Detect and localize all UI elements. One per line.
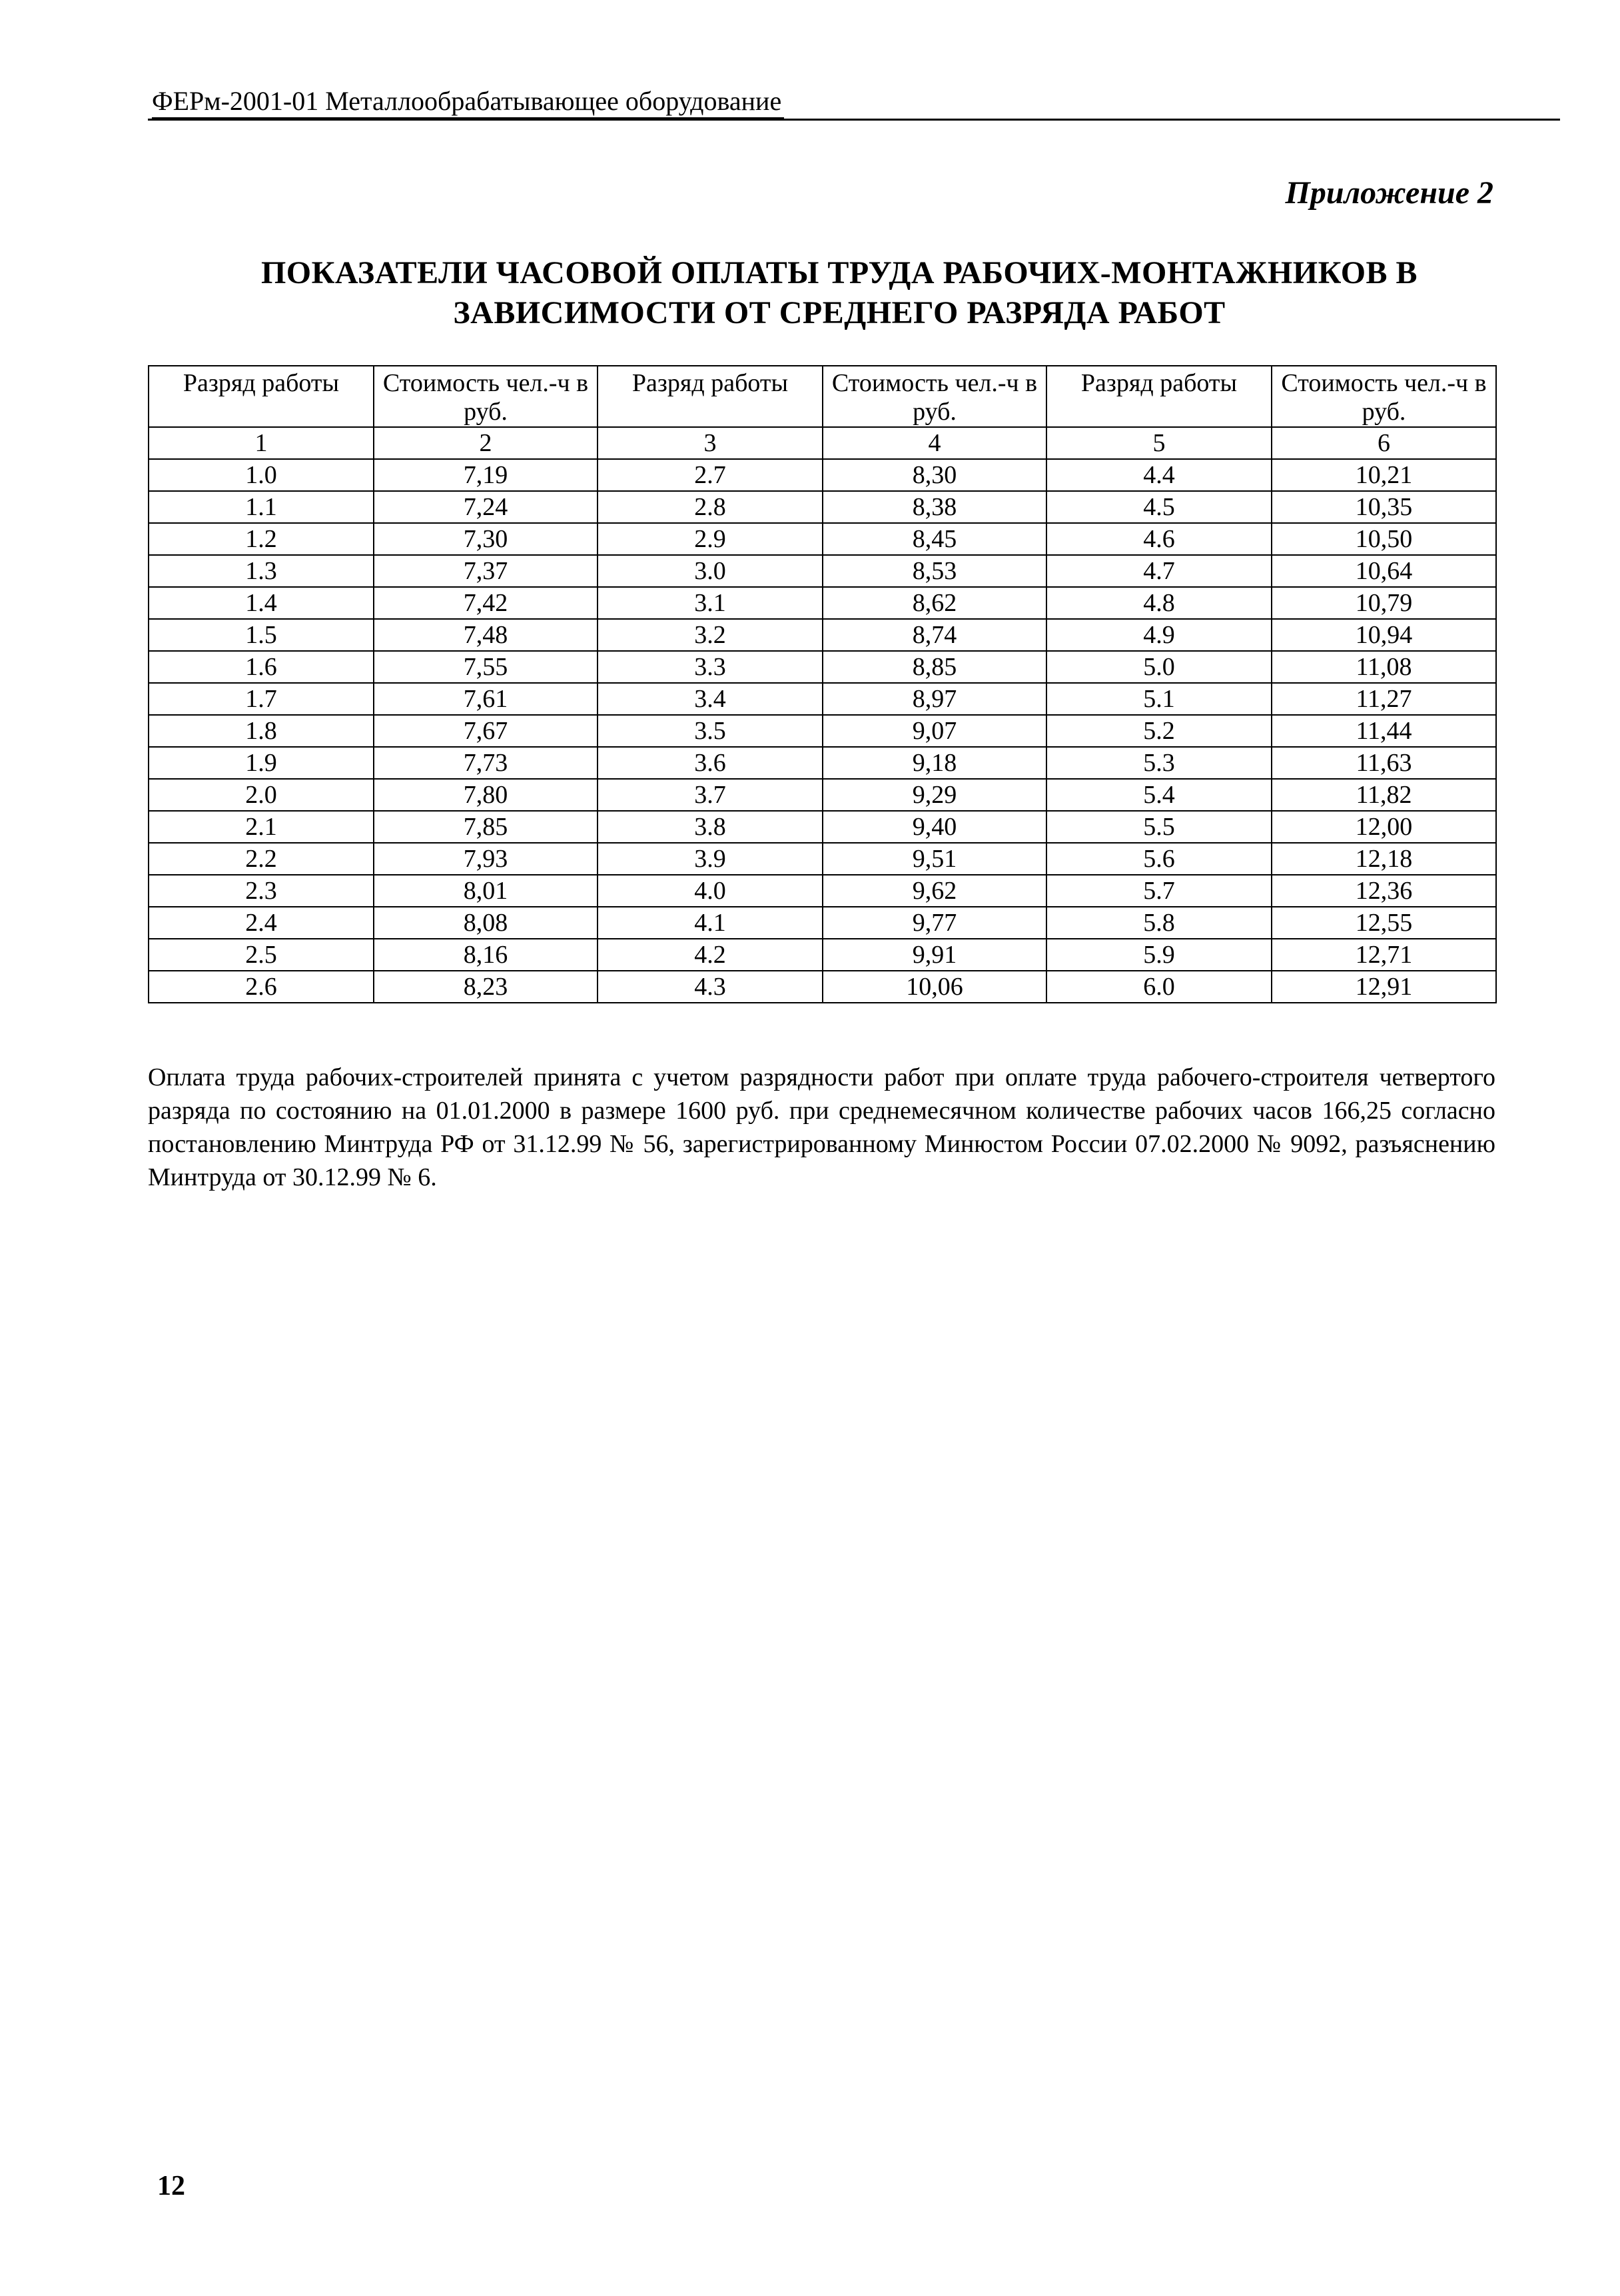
table-row — [149, 459, 1496, 491]
table-cell: 10,35 — [1272, 491, 1496, 523]
table-cell: 8,53 — [823, 555, 1046, 587]
title-line-2: ЗАВИСИМОСТИ ОТ СРЕДНЕГО РАЗРЯДА РАБОТ — [453, 295, 1226, 330]
table-row — [149, 747, 1496, 779]
table-cell: 2.0 — [149, 779, 374, 811]
table-cell: 8,01 — [374, 875, 598, 907]
table-cell: 1.3 — [149, 555, 374, 587]
table-cell: 12,91 — [1272, 971, 1496, 1003]
table-cell: 4.4 — [1046, 459, 1272, 491]
table-cell: 4.7 — [1046, 555, 1272, 587]
header-cell: Стоимость чел.-ч в руб. — [823, 366, 1046, 427]
table-cell: 11,82 — [1272, 779, 1496, 811]
table-cell: 7,80 — [374, 779, 598, 811]
table-row — [149, 587, 1496, 619]
table-header-row — [149, 366, 1496, 427]
table-cell: 5.3 — [1046, 747, 1272, 779]
table-cell: 3.7 — [598, 779, 823, 811]
page-number: 12 — [157, 2171, 185, 2201]
table-cell: 10,06 — [823, 971, 1046, 1003]
table-cell: 4.0 — [598, 875, 823, 907]
table-cell: 11,08 — [1272, 651, 1496, 683]
table-cell: 8,38 — [823, 491, 1046, 523]
table-cell: 12,00 — [1272, 811, 1496, 843]
table-cell: 3.3 — [598, 651, 823, 683]
table-cell: 11,63 — [1272, 747, 1496, 779]
table-cell: 1.0 — [149, 459, 374, 491]
table-cell: 10,64 — [1272, 555, 1496, 587]
table-cell: 5.0 — [1046, 651, 1272, 683]
table-cell: 12,36 — [1272, 875, 1496, 907]
header-cell: Разряд работы — [149, 366, 374, 427]
table-cell: 2.1 — [149, 811, 374, 843]
table-cell: 11,44 — [1272, 715, 1496, 747]
table-cell: 1.6 — [149, 651, 374, 683]
table-cell: 3.9 — [598, 843, 823, 875]
table-row — [149, 683, 1496, 715]
table-cell: 9,62 — [823, 875, 1046, 907]
table-row — [149, 811, 1496, 843]
document-title — [167, 253, 1512, 333]
table-cell: 3.5 — [598, 715, 823, 747]
table-cell: 1.8 — [149, 715, 374, 747]
table-cell: 2.4 — [149, 907, 374, 939]
table-cell: 8,30 — [823, 459, 1046, 491]
table-row — [149, 907, 1496, 939]
table-row — [149, 651, 1496, 683]
table-cell: 11,27 — [1272, 683, 1496, 715]
table-cell: 2.2 — [149, 843, 374, 875]
table-cell: 7,48 — [374, 619, 598, 651]
table-cell: 4.3 — [598, 971, 823, 1003]
table-row — [149, 875, 1496, 907]
table-cell: 4.9 — [1046, 619, 1272, 651]
appendix-label: Приложение 2 — [1285, 175, 1493, 211]
table-cell: 12,18 — [1272, 843, 1496, 875]
table-cell: 7,73 — [374, 747, 598, 779]
header-cell: Стоимость чел.-ч в руб. — [374, 366, 598, 427]
column-number-cell: 1 — [149, 427, 374, 459]
table-cell: 5.1 — [1046, 683, 1272, 715]
table-cell: 8,23 — [374, 971, 598, 1003]
table-cell: 5.6 — [1046, 843, 1272, 875]
table-cell: 4.2 — [598, 939, 823, 971]
table-cell: 10,79 — [1272, 587, 1496, 619]
table-cell: 7,37 — [374, 555, 598, 587]
table-cell: 10,50 — [1272, 523, 1496, 555]
wage-table-container — [148, 365, 1497, 1003]
table-cell: 10,21 — [1272, 459, 1496, 491]
table-row — [149, 619, 1496, 651]
table-cell: 3.6 — [598, 747, 823, 779]
table-row — [149, 939, 1496, 971]
table-cell: 7,24 — [374, 491, 598, 523]
table-cell: 12,71 — [1272, 939, 1496, 971]
header-cell: Разряд работы — [598, 366, 823, 427]
header-cell: Стоимость чел.-ч в руб. — [1272, 366, 1496, 427]
table-cell: 5.2 — [1046, 715, 1272, 747]
table-cell: 8,85 — [823, 651, 1046, 683]
table-cell: 8,16 — [374, 939, 598, 971]
running-header — [148, 85, 1560, 121]
table-row — [149, 715, 1496, 747]
title-line-1: ПОКАЗАТЕЛИ ЧАСОВОЙ ОПЛАТЫ ТРУДА РАБОЧИХ-МОНТАЖНИКОВ В — [260, 255, 1418, 290]
table-cell: 8,08 — [374, 907, 598, 939]
column-number-cell: 3 — [598, 427, 823, 459]
table-cell: 8,74 — [823, 619, 1046, 651]
table-cell: 5.7 — [1046, 875, 1272, 907]
table-cell: 7,55 — [374, 651, 598, 683]
table-cell: 2.6 — [149, 971, 374, 1003]
table-cell: 2.8 — [598, 491, 823, 523]
table-cell: 8,97 — [823, 683, 1046, 715]
table-cell: 2.7 — [598, 459, 823, 491]
table-cell: 10,94 — [1272, 619, 1496, 651]
table-cell: 5.5 — [1046, 811, 1272, 843]
table-cell: 7,30 — [374, 523, 598, 555]
table-cell: 1.7 — [149, 683, 374, 715]
table-cell: 9,07 — [823, 715, 1046, 747]
table-cell: 7,19 — [374, 459, 598, 491]
table-cell: 2.5 — [149, 939, 374, 971]
table-cell: 2.3 — [149, 875, 374, 907]
header-cell: Разряд работы — [1046, 366, 1272, 427]
table-row — [149, 523, 1496, 555]
table-cell: 1.9 — [149, 747, 374, 779]
column-number-cell: 4 — [823, 427, 1046, 459]
table-cell: 12,55 — [1272, 907, 1496, 939]
table-cell: 7,85 — [374, 811, 598, 843]
table-cell: 3.4 — [598, 683, 823, 715]
column-number-cell: 5 — [1046, 427, 1272, 459]
table-row — [149, 843, 1496, 875]
table-cell: 5.9 — [1046, 939, 1272, 971]
table-cell: 3.2 — [598, 619, 823, 651]
table-cell: 7,67 — [374, 715, 598, 747]
column-number-cell: 2 — [374, 427, 598, 459]
table-cell: 4.1 — [598, 907, 823, 939]
table-body — [149, 427, 1496, 1003]
table-row — [149, 555, 1496, 587]
table-cell: 1.1 — [149, 491, 374, 523]
table-cell: 7,93 — [374, 843, 598, 875]
table-cell: 9,40 — [823, 811, 1046, 843]
table-row — [149, 491, 1496, 523]
table-cell: 9,29 — [823, 779, 1046, 811]
column-number-row — [149, 427, 1496, 459]
table-cell: 8,45 — [823, 523, 1046, 555]
table-cell: 6.0 — [1046, 971, 1272, 1003]
wage-table — [148, 365, 1497, 1003]
table-cell: 5.4 — [1046, 779, 1272, 811]
table-row — [149, 779, 1496, 811]
table-cell: 1.2 — [149, 523, 374, 555]
table-cell: 7,42 — [374, 587, 598, 619]
table-cell: 3.1 — [598, 587, 823, 619]
table-cell: 4.6 — [1046, 523, 1272, 555]
table-cell: 2.9 — [598, 523, 823, 555]
table-cell: 9,77 — [823, 907, 1046, 939]
table-cell: 9,18 — [823, 747, 1046, 779]
table-cell: 4.8 — [1046, 587, 1272, 619]
table-cell: 3.0 — [598, 555, 823, 587]
table-cell: 8,62 — [823, 587, 1046, 619]
column-number-cell: 6 — [1272, 427, 1496, 459]
running-header-text: ФЕРм-2001-01 Металлообрабатывающее оборудование — [152, 85, 784, 119]
table-cell: 1.4 — [149, 587, 374, 619]
table-cell: 7,61 — [374, 683, 598, 715]
table-cell: 1.5 — [149, 619, 374, 651]
table-cell: 9,51 — [823, 843, 1046, 875]
explanatory-note: Оплата труда рабочих-строителей принята с учетом разрядности работ при оплате труда рабочего-строителя четвертого разряда по состоянию на 01.01.2000 в размере 1600 руб. при среднемесячном количестве рабочих часов 166,25 согласно постановлению Минтруда РФ от 31.12.99 № 56, зарегистрированному Минюстом России 07.02.2000 № 9092, разъяснению Минтруда от 30.12.99 № 6. — [148, 1063, 1495, 1191]
table-cell: 4.5 — [1046, 491, 1272, 523]
table-cell: 3.8 — [598, 811, 823, 843]
table-row — [149, 971, 1496, 1003]
table-cell: 5.8 — [1046, 907, 1272, 939]
table-cell: 9,91 — [823, 939, 1046, 971]
